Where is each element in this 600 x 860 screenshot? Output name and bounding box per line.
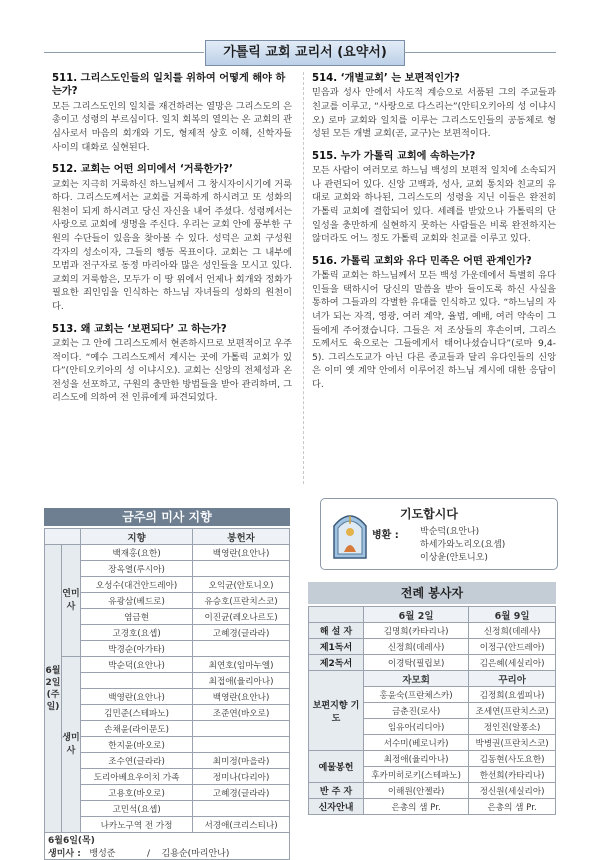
table-row: [45, 689, 290, 705]
intent-cell: 손채윤(라이문도): [81, 721, 193, 737]
server-cell: 조세연(프란치스코): [469, 703, 556, 719]
offerer-cell: [193, 641, 290, 657]
column-divider: [303, 72, 304, 484]
prayer-title: 기도합시다: [400, 507, 458, 521]
table-row: [45, 785, 290, 801]
prayer-name: 이상윤(안토니오): [420, 553, 488, 563]
server-cell: 은총의 샘 Pr.: [469, 799, 556, 815]
table-row: [45, 625, 290, 641]
qa-513: [52, 323, 292, 405]
server-cell: 김동현(사도요한): [469, 751, 556, 767]
footer-separator: /: [147, 849, 151, 859]
mass-date-label: 6월2일(주일): [45, 545, 62, 833]
prayer-illness-label: 병환 :: [372, 530, 399, 541]
title-rule-right: [404, 52, 556, 53]
intent-cell: 장옥열(루시아): [81, 561, 193, 577]
intent-cell: 김민준(스테파노): [81, 705, 193, 721]
group-label-requiem: 연미사: [62, 545, 81, 657]
server-cell: 신정희(데레사): [364, 639, 469, 655]
footer-label: 생미사 :: [48, 849, 81, 859]
praying-window-icon: [330, 508, 370, 560]
role-label: 보편지향 기 도: [309, 671, 364, 751]
table-row: [45, 801, 290, 817]
offerer-cell: 정미나(다리아): [193, 769, 290, 785]
title-rule-left: [44, 52, 204, 53]
table-row: [309, 655, 556, 671]
footer-intent: 뱅성준: [89, 849, 116, 859]
qa-516: [312, 255, 556, 392]
table-row: [309, 783, 556, 799]
server-cell: 이해원(안젤라): [364, 783, 469, 799]
footer-by: 김용순(마리안나): [161, 849, 230, 859]
prayer-name: 박순덕(요안나): [420, 527, 480, 537]
server-cell: 최정애(율리아나): [364, 751, 469, 767]
liturgy-servers-table: [308, 606, 556, 815]
role-label: 예물봉헌: [309, 751, 364, 783]
catechism-column-left: [52, 72, 292, 414]
server-cell: 정인진(알퐁소): [469, 719, 556, 735]
question: 513. 왜 교회는 ‘보편되다’ 고 하는가?: [52, 323, 227, 335]
offerer-cell: 최연호(임마누엘): [193, 657, 290, 673]
mass-intention-table: [44, 528, 290, 860]
blank-header: [309, 607, 364, 623]
server-cell: 박병권(프란치스코): [469, 735, 556, 751]
server-cell: 서수미(베로니카): [364, 735, 469, 751]
page-title: 가톨릭 교회 교리서 (요약서): [205, 40, 405, 66]
offerer-cell: 백영란(요안나): [193, 545, 290, 561]
offerer-cell: 이진균(레오나르도): [193, 609, 290, 625]
table-row: [309, 623, 556, 639]
server-cell: 임유아(리디아): [364, 719, 469, 735]
server-cell: 김정희(요셉피나): [469, 687, 556, 703]
table-row: [45, 609, 290, 625]
server-cell: 이정구(안드레아): [469, 639, 556, 655]
intent-cell: 박순덕(요안나): [81, 657, 193, 673]
server-cell: 홍윤숙(프란체스카): [364, 687, 469, 703]
answer: 교회는 그 안에 그리스도께서 현존하시므로 보편적이고 우주적이다. “예수 그리스도께서 계시는 곳에 가톨릭 교회가 있다”(안티오키아의 성 이냐시오). 교회는 신앙의 전체성과 온전성을 선포하고, 구원의 충만한 방법들을 받아 관리하며, 그리스도에 의하여 전 인류에게 파견되었다.: [52, 337, 292, 404]
prayer-name: 하세가와노리오(요셉): [420, 540, 506, 550]
intent-cell: 도리아베요우이치 가족: [81, 769, 193, 785]
table-row: [309, 639, 556, 655]
offerer-cell: 조준연(바오로): [193, 705, 290, 721]
table-row: [45, 561, 290, 577]
question: 516. 가톨릭 교회와 유다 민족은 어떤 관계인가?: [312, 255, 532, 267]
table-row: [309, 671, 556, 687]
intent-cell: 한지윤(바오로): [81, 737, 193, 753]
question: 512. 교회는 어떤 의미에서 ‘거룩한가?’: [52, 164, 233, 176]
server-cell: 정신원(세실리아): [469, 783, 556, 799]
server-cell: 후카미히로키(스테파노): [364, 767, 469, 783]
table-row: [45, 673, 290, 689]
qa-512: [52, 163, 292, 313]
intent-column-header: 지향: [81, 529, 193, 545]
liturgy-servers-header: 전례 봉사자: [308, 582, 556, 604]
server-cell: 금춘진(로사): [364, 703, 469, 719]
blank-header: [45, 529, 81, 545]
table-row: [309, 799, 556, 815]
group-label-living: 생미사: [62, 657, 81, 833]
catechism-column-right: [312, 72, 556, 401]
role-label: 제1독서: [309, 639, 364, 655]
table-row: [309, 751, 556, 767]
intent-cell: 고용호(바오로): [81, 785, 193, 801]
group-header: 자모회: [364, 671, 469, 687]
role-label: 제2독서: [309, 655, 364, 671]
offerer-cell: [193, 801, 290, 817]
intent-cell: 나카노구역 전 가정: [81, 817, 193, 833]
intent-cell: 고경호(요셉): [81, 625, 193, 641]
qa-515: [312, 150, 556, 246]
qa-511: [52, 72, 292, 154]
table-row: [45, 737, 290, 753]
date-header: 6월 9일: [469, 607, 556, 623]
offerer-cell: [193, 737, 290, 753]
intent-cell: 오성수(대건안드레아): [81, 577, 193, 593]
intent-cell: 박경순(아가타): [81, 641, 193, 657]
role-label: 신자안내: [309, 799, 364, 815]
offerer-cell: 최접애(율리아나): [193, 673, 290, 689]
offerer-cell: 고혜경(글라라): [193, 625, 290, 641]
intent-cell: 조수연(글라라): [81, 753, 193, 769]
question: 511. 그리스도인들의 일치를 위하여 어떻게 해야 하는가?: [52, 73, 286, 98]
table-row: [309, 607, 556, 623]
qa-514: [312, 72, 556, 141]
intent-cell: 염금현: [81, 609, 193, 625]
answer: 모든 사람이 여러모로 하느님 백성의 보편적 일치에 소속되거나 관련되어 있다. 신앙 고백과, 성사, 교회 통치와 친교의 유대로 교회와 하나된, 그리스도의 성령을 지닌 이들은 완전히 가톨릭 교회에 결합되어 있다. 세례를 받았으나 가톨릭의 단일성을 충만하게 실현하지 못하는 사람들은 비록 완전하지는 않더라도 어느 정도 가톨릭 교회와 친교를 이루고 있다.: [312, 165, 556, 245]
answer: 모든 그리스도인의 일치를 재건하려는 열망은 그리스도의 은총이고 성령의 부르심이다. 일치 회복의 열의는 온 교회의 관심사로서 마음의 회개와 기도, 형제적 상호 이해, 신학자들 사이의 대화로 실현된다.: [52, 100, 292, 153]
footer-date: 6월6일(목): [48, 836, 95, 846]
date-header: 6월 2일: [364, 607, 469, 623]
answer: 교회는 지극히 거룩하신 하느님께서 그 창시자이시기에 거룩하다. 그리스도께서는 교회를 거룩하게 하시려고 또 성화의 원천이 되게 하시려고 당신 자신을 내어 주셨다. 성령께서는 사랑으로 교회에 생명을 주신다. 우리는 교회 안에 풍부한 구원의 수단들이 있음을 찾아볼 수 있다. 성덕은 교회 구성원 각자의 성소이자, 그들의 행동 목표이다. 교회는 그 내부에 모범과 전구자로 동정 마리아와 많은 성인들을 모시고 있다. 교회의 거룩함은, 모두가 이 땅 위에서 언제나 회개와 정화가 필요한 죄인임을 인식하는 하느님 자녀들의 성화의 원천이다.: [52, 178, 292, 312]
server-cell: 은총의 샘 Pr.: [364, 799, 469, 815]
intent-cell: [81, 673, 193, 689]
by-column-header: 봉헌자: [193, 529, 290, 545]
offerer-cell: 서경애(크리스티나): [193, 817, 290, 833]
offerer-cell: 오익균(안토니오): [193, 577, 290, 593]
role-label: 반 주 자: [309, 783, 364, 799]
question: 515. 누가 가톨릭 교회에 속하는가?: [312, 150, 476, 162]
intent-cell: 백영란(요안나): [81, 689, 193, 705]
intent-cell: 백재홍(요한): [81, 545, 193, 561]
table-row: [45, 593, 290, 609]
offerer-cell: 최미정(마을라): [193, 753, 290, 769]
role-label: 해 설 자: [309, 623, 364, 639]
server-cell: 한선희(카타리나): [469, 767, 556, 783]
mass-intention-header: 금주의 미사 지향: [44, 508, 290, 526]
group-header: 꾸리아: [469, 671, 556, 687]
table-row: [45, 577, 290, 593]
intent-cell: 고민석(요셉): [81, 801, 193, 817]
answer: 가톨릭 교회는 하느님께서 모든 백성 가운데에서 특별히 유다인들을 택하시어 당신의 말씀을 받아 들이도록 하신 사실을 통하여 그들과의 각별한 유대를 인식하고 있다. “하느님의 자녀가 되는 자격, 영광, 여러 계약, 율법, 예배, 여러 약속이 그들에게 주어졌습니다. 그들은 저 조상들의 후손이며, 그리스도께서도 육으로는 그들에게서 태어나셨습니다”(로마 9,4-5). 그리스도교가 아닌 다른 종교들과 달리 유다인들의 신앙은 이미 옛 계약 안에서 이루어진 하느님 계시에 대한 응답이다.: [312, 270, 556, 390]
prayer-names: [420, 526, 505, 565]
question: 514. ‘개별교회’ 는 보편적인가?: [312, 73, 460, 84]
offerer-cell: 유승호(프란치스코): [193, 593, 290, 609]
server-cell: 김명희(카타리나): [364, 623, 469, 639]
answer: 믿음과 성사 안에서 사도적 계승으로 서품된 그의 주교들과 친교를 이루고, “사랑으로 다스리는”(안티오키아의 성 이냐시오) 로마 교회와 일치를 이루는 그리스도인들의 공동체로 형성된 모든 개별 교회(곧, 교구)는 보편적이다.: [312, 87, 556, 140]
table-row: [45, 545, 290, 561]
offerer-cell: [193, 721, 290, 737]
table-row: [45, 769, 290, 785]
table-row: [45, 721, 290, 737]
server-cell: 김은혜(세실리아): [469, 655, 556, 671]
server-cell: 이경탁(필립보): [364, 655, 469, 671]
server-cell: 신정희(데레사): [469, 623, 556, 639]
table-row: [45, 641, 290, 657]
table-row: [45, 753, 290, 769]
offerer-cell: 백영란(요안나): [193, 689, 290, 705]
table-row: [45, 705, 290, 721]
offerer-cell: 고혜경(글라라): [193, 785, 290, 801]
table-row: [45, 817, 290, 833]
mass-footer: [45, 833, 290, 860]
intent-cell: 유광삼(베드로): [81, 593, 193, 609]
offerer-cell: [193, 561, 290, 577]
table-row: [45, 657, 290, 673]
